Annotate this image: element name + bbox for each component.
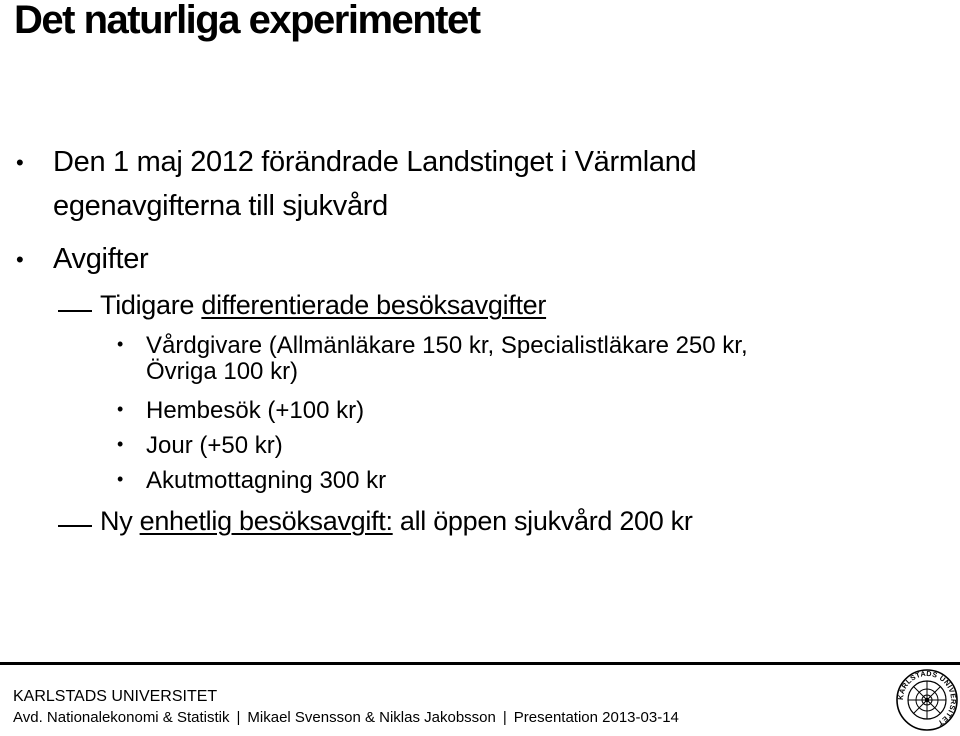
footer-department: Avd. Nationalekonomi & Statistik xyxy=(13,709,230,726)
footer-separator: | xyxy=(236,709,241,726)
bullet-dot-icon: • xyxy=(117,469,124,489)
sub-item-previous-fees xyxy=(100,290,546,321)
l3-item-3: Jour (+50 kr) xyxy=(146,432,283,459)
slide-title: Det naturliga experimentet xyxy=(14,0,480,42)
bullet-dot-icon: • xyxy=(117,399,124,419)
seal-ring-text: KARLSTADS UNIVERSITET xyxy=(895,668,959,728)
bullet-1-line-2: egenavgifterna till sjukvård xyxy=(53,190,388,222)
dash-icon xyxy=(58,310,92,312)
university-seal-icon xyxy=(895,668,959,732)
dash-icon xyxy=(58,525,92,527)
sub-item-suffix: all öppen sjukvård 200 kr xyxy=(392,506,693,536)
footer-separator: | xyxy=(502,709,507,726)
bullet-dot-icon: • xyxy=(117,334,124,354)
footer-university: KARLSTADS UNIVERSITET xyxy=(13,688,218,705)
footer-presentation: Presentation 2013-03-14 xyxy=(513,709,679,726)
l3-item-2: Hembesök (+100 kr) xyxy=(146,397,365,424)
sub-item-underlined: differentierade besöksavgifter xyxy=(201,290,547,320)
footer-authors: Mikael Svensson & Niklas Jakobsson xyxy=(247,709,496,726)
bullet-dot-icon: • xyxy=(16,150,24,175)
sub-item-underlined: enhetlig besöksavgift: xyxy=(139,506,393,536)
l3-item-1-line-1: Vårdgivare (Allmänläkare 150 kr, Specialistläkare 250 kr, xyxy=(146,332,748,359)
bullet-1-line-1: Den 1 maj 2012 förändrade Landstinget i Värmland xyxy=(53,146,697,178)
sub-item-prefix: Ny xyxy=(100,506,140,536)
sub-item-new-fee xyxy=(100,506,693,537)
footer-line xyxy=(13,709,679,726)
bullet-dot-icon: • xyxy=(16,247,24,272)
footer-divider xyxy=(0,662,960,665)
l3-item-4: Akutmottagning 300 kr xyxy=(146,467,387,494)
bullet-2: Avgifter xyxy=(53,243,149,275)
l3-item-1-line-2: Övriga 100 kr) xyxy=(146,358,299,385)
bullet-dot-icon: • xyxy=(117,434,124,454)
sub-item-prefix: Tidigare xyxy=(100,290,202,320)
